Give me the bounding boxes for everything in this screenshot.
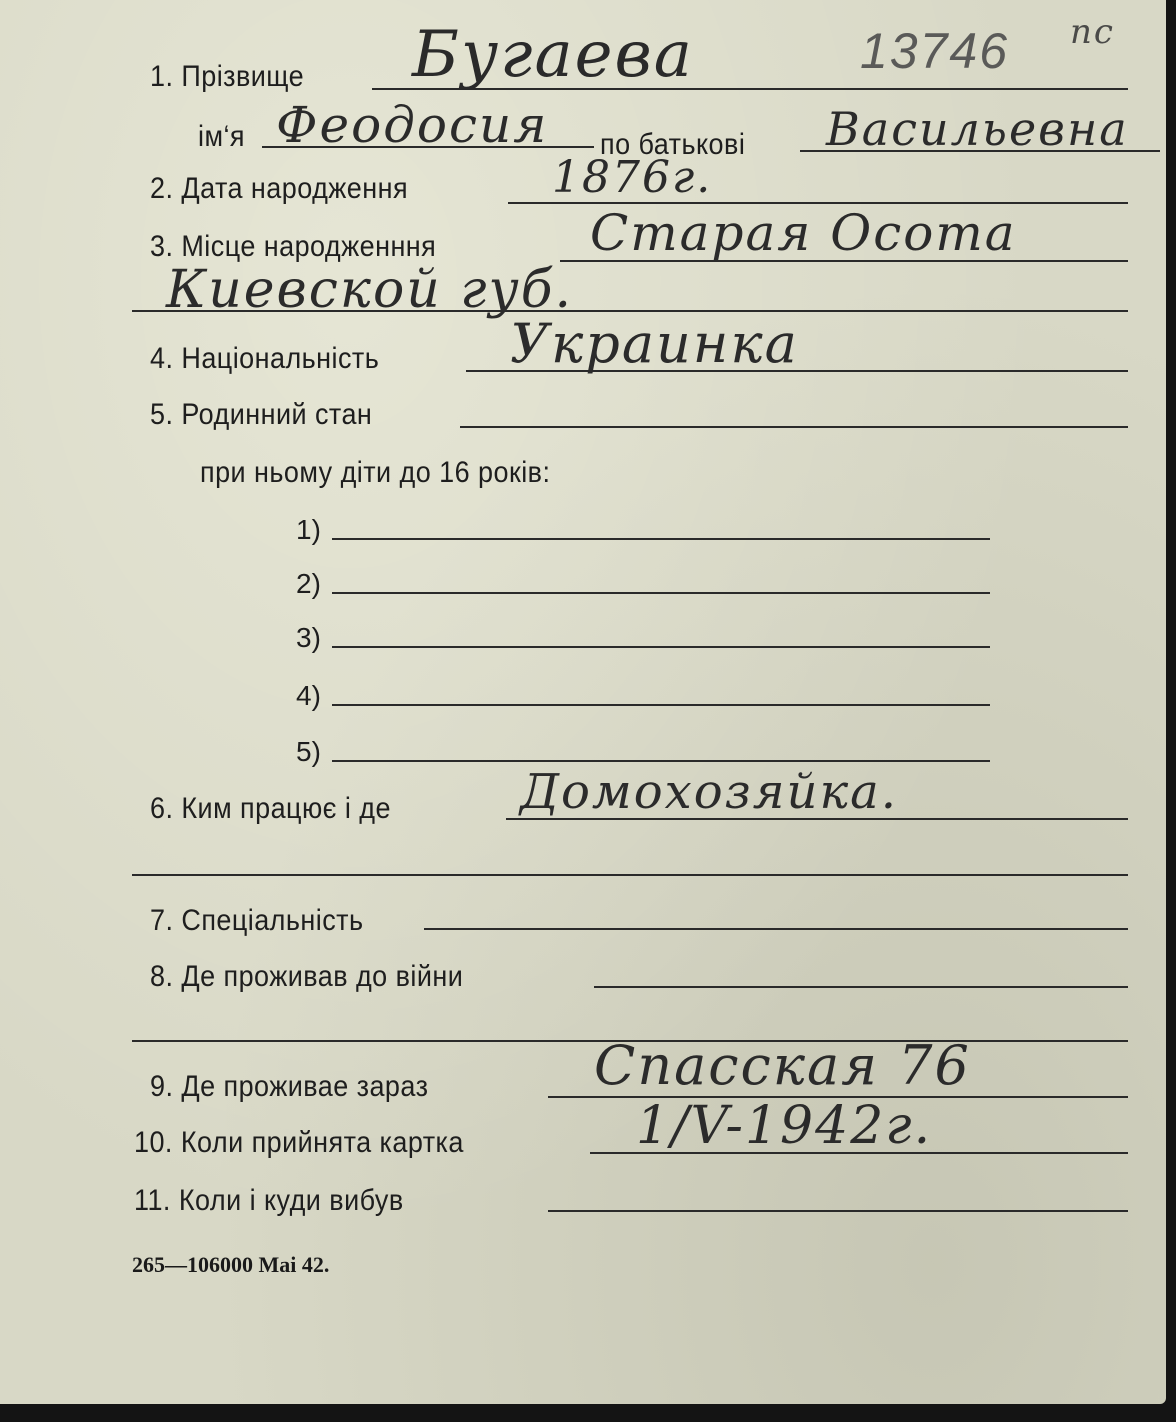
handwritten-nationality: Украинка — [510, 312, 799, 375]
handwritten-name: Феодосия — [276, 96, 549, 154]
line-specialty — [424, 928, 1128, 930]
handwritten-surname: Бугаева — [412, 18, 694, 92]
line-child-4 — [332, 704, 990, 706]
line-child-5 — [332, 760, 990, 762]
handwritten-current-residence: Спасская 76 — [594, 1034, 971, 1097]
child-number-4: 4) — [296, 680, 321, 711]
line-departure — [548, 1210, 1128, 1212]
line-prewar-residence — [594, 986, 1128, 988]
line-marital-status — [460, 426, 1128, 428]
handwritten-patronymic: Васильевна — [826, 102, 1129, 156]
label-specialty: 7. Спеціальність — [150, 904, 364, 937]
line-child-3 — [332, 646, 990, 648]
label-departure: 11. Коли і куди вибув — [134, 1184, 404, 1217]
print-footer: 265—106000 Mai 42. — [132, 1252, 330, 1277]
child-number-1: 1) — [296, 514, 321, 545]
child-number-5: 5) — [296, 736, 321, 767]
child-number-2: 2) — [296, 568, 321, 599]
label-surname: 1. Прізвище — [150, 60, 305, 93]
label-birth-date: 2. Дата народження — [150, 172, 409, 205]
label-marital-status: 5. Родинний стан — [150, 398, 373, 431]
handwritten-card-suffix: пс — [1070, 12, 1115, 52]
label-card-accepted: 10. Коли прийнята картка — [134, 1126, 464, 1159]
label-patronymic: по батькові — [600, 128, 746, 161]
label-birthplace: 3. Місце народженння — [150, 230, 437, 263]
label-prewar-residence: 8. Де проживав до війни — [150, 960, 464, 993]
handwritten-occupation: Домохозяйка. — [520, 764, 898, 820]
line-occupation-2 — [132, 874, 1128, 876]
handwritten-card-accepted: 1/V-1942г. — [636, 1096, 933, 1156]
label-occupation: 6. Ким працює і де — [150, 792, 391, 825]
label-name: ім‘я — [198, 120, 245, 153]
child-number-3: 3) — [296, 622, 321, 653]
handwritten-birthplace-line2: Киевской губ. — [166, 260, 573, 320]
line-child-2 — [332, 592, 990, 594]
line-child-1 — [332, 538, 990, 540]
handwritten-birthplace-line1: Старая Осота — [590, 204, 1017, 262]
handwritten-birth-date: 1876г. — [552, 152, 713, 203]
label-nationality: 4. Національність — [150, 342, 380, 375]
label-current-residence: 9. Де проживае зараз — [150, 1070, 429, 1103]
handwritten-card-number: 13746 — [860, 23, 1010, 79]
label-children: при ньому діти до 16 років: — [200, 456, 551, 489]
